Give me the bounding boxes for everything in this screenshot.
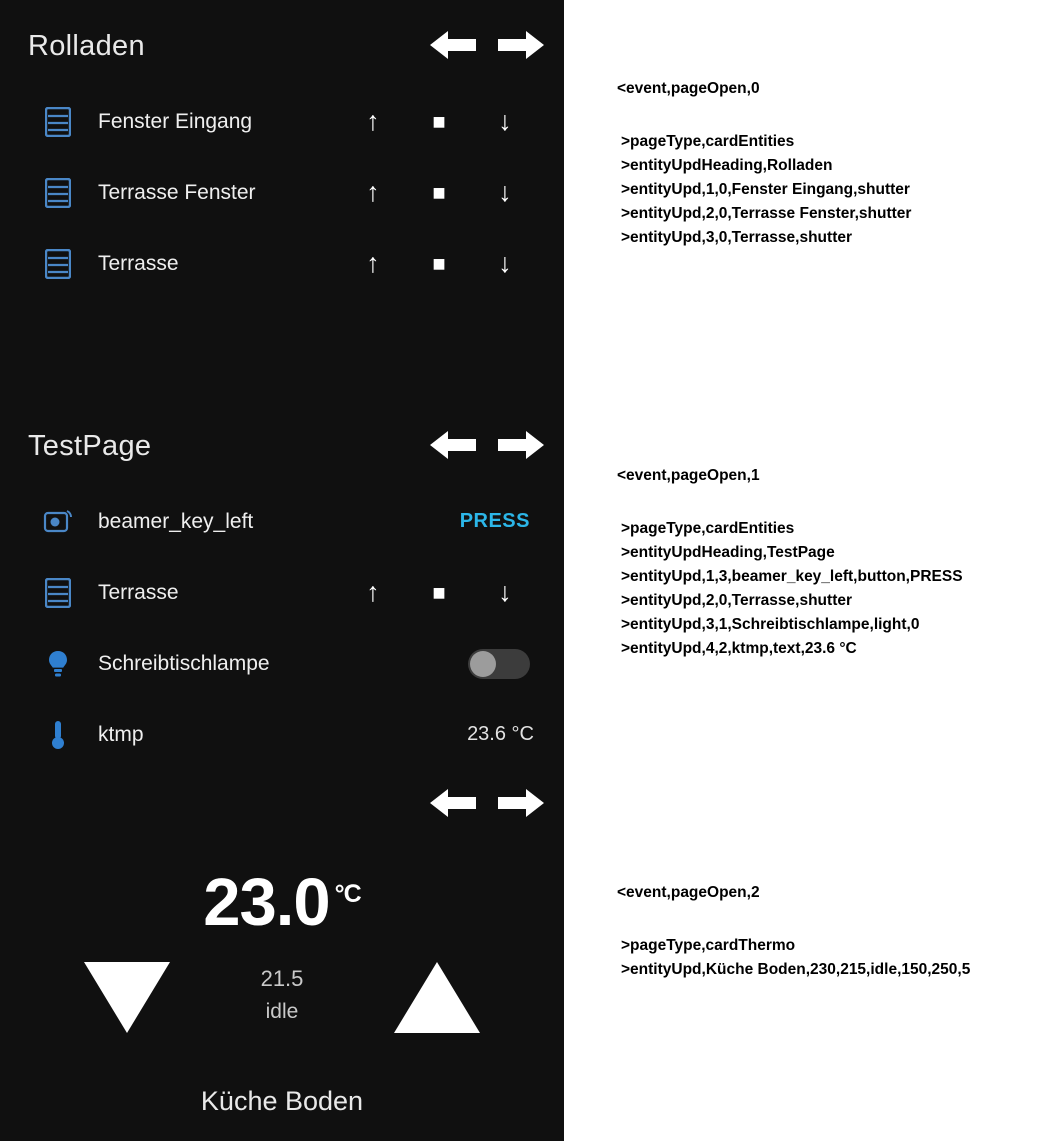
shutter-down-button[interactable]: ↓: [498, 577, 512, 607]
shutter-stop-button[interactable]: ■: [432, 250, 446, 276]
page-navigation: [430, 786, 544, 820]
list-item-label: ktmp: [98, 722, 144, 746]
log-line: >entityUpdHeading,Rolladen: [621, 157, 833, 174]
arrow-left-icon[interactable]: [430, 786, 476, 820]
shutter-stop-button[interactable]: ■: [432, 108, 446, 134]
text-value: [467, 699, 564, 770]
light-toggle[interactable]: [468, 649, 530, 679]
target-temperature: 21.5: [260, 966, 304, 991]
serial-log-panel: [564, 0, 1045, 1141]
projector-icon: [36, 508, 80, 536]
thermometer-icon: [36, 719, 80, 751]
shutter-controls: [340, 157, 564, 228]
thermostat-main: [0, 826, 564, 1023]
press-button[interactable]: PRESS: [459, 510, 530, 532]
list-item-label: beamer_key_left: [98, 509, 254, 533]
thermostat-name: Küche Boden: [200, 1086, 364, 1116]
shutter-controls: [340, 228, 564, 299]
log-line: >entityUpd,2,0,Terrasse,shutter: [621, 592, 853, 609]
list-item-label: Fenster Eingang: [98, 109, 253, 133]
arrow-right-icon[interactable]: [498, 428, 544, 462]
toggle-knob: [470, 651, 496, 677]
list-item-label: Terrasse Fenster: [98, 180, 256, 204]
arrow-left-icon[interactable]: [430, 28, 476, 62]
card-entities-rolladen: [0, 0, 564, 400]
log-line: >entityUpdHeading,TestPage: [621, 544, 835, 561]
toggle-control: [468, 628, 564, 699]
card-header: [0, 400, 564, 470]
list-item[interactable]: [0, 157, 564, 228]
log-block: [617, 467, 1039, 661]
log-event-line: <event,pageOpen,1: [617, 467, 760, 484]
page-title: Rolladen: [28, 30, 145, 62]
current-temperature-value: 23.0: [203, 865, 330, 940]
log-line: >entityUpd,4,2,ktmp,text,23.6 °C: [621, 640, 857, 657]
list-item[interactable]: [0, 86, 564, 157]
page-navigation: [430, 28, 544, 62]
log-line: >entityUpd,1,3,beamer_key_left,button,PRESS: [621, 568, 963, 585]
shutter-icon: [36, 107, 80, 137]
thermostat: [0, 770, 564, 1141]
log-line: >entityUpd,2,0,Terrasse Fenster,shutter: [621, 205, 912, 222]
shutter-stop-button[interactable]: ■: [432, 579, 446, 605]
card-header: [0, 0, 564, 70]
shutter-controls: [340, 86, 564, 157]
card-thermo: [0, 770, 564, 1141]
log-line: >entityUpd,3,0,Terrasse,shutter: [621, 229, 853, 246]
entity-rows: [0, 86, 564, 299]
shutter-icon: [36, 249, 80, 279]
card-entities-testpage: [0, 400, 564, 770]
log-block: [617, 884, 1039, 982]
log-line: >pageType,cardEntities: [621, 520, 795, 537]
shutter-controls: [340, 557, 564, 628]
log-line: >pageType,cardThermo: [621, 937, 796, 954]
status-badge: idle: [265, 1000, 299, 1023]
entity-rows: [0, 486, 564, 770]
arrow-right-icon[interactable]: [498, 28, 544, 62]
log-line: >pageType,cardEntities: [621, 133, 795, 150]
list-item-label: Schreibtischlampe: [98, 651, 270, 675]
list-item[interactable]: [0, 486, 564, 557]
shutter-up-button[interactable]: ↑: [366, 577, 380, 607]
list-item-label: Terrasse: [98, 580, 179, 604]
shutter-down-button[interactable]: ↓: [498, 177, 512, 207]
current-temperature: [0, 864, 564, 941]
page-title: TestPage: [28, 430, 152, 462]
arrow-left-icon[interactable]: [430, 428, 476, 462]
log-line: >entityUpd,3,1,Schreibtischlampe,light,0: [621, 616, 920, 633]
shutter-up-button[interactable]: ↑: [366, 177, 380, 207]
page-navigation: [430, 428, 544, 462]
list-item-label: Terrasse: [98, 251, 179, 275]
button-control: [460, 486, 564, 557]
log-line: >entityUpd,Küche Boden,230,215,idle,150,250,5: [621, 961, 971, 978]
shutter-down-button[interactable]: ↓: [498, 106, 512, 136]
list-item[interactable]: [0, 628, 564, 699]
log-event-line: <event,pageOpen,0: [617, 80, 760, 97]
shutter-icon: [36, 578, 80, 608]
temperature-value: 23.6 °C: [467, 723, 534, 745]
shutter-up-button[interactable]: ↑: [366, 106, 380, 136]
log-event-line: <event,pageOpen,2: [617, 884, 760, 901]
log-block: [617, 80, 1039, 250]
log-line: >entityUpd,1,0,Fenster Eingang,shutter: [621, 181, 910, 198]
list-item: [0, 699, 564, 770]
shutter-icon: [36, 178, 80, 208]
arrow-right-icon[interactable]: [498, 786, 544, 820]
shutter-stop-button[interactable]: ■: [432, 179, 446, 205]
lightbulb-icon: [36, 649, 80, 679]
list-item[interactable]: [0, 557, 564, 628]
shutter-down-button[interactable]: ↓: [498, 248, 512, 278]
list-item[interactable]: [0, 228, 564, 299]
temperature-unit: °C: [334, 879, 361, 908]
shutter-up-button[interactable]: ↑: [366, 248, 380, 278]
